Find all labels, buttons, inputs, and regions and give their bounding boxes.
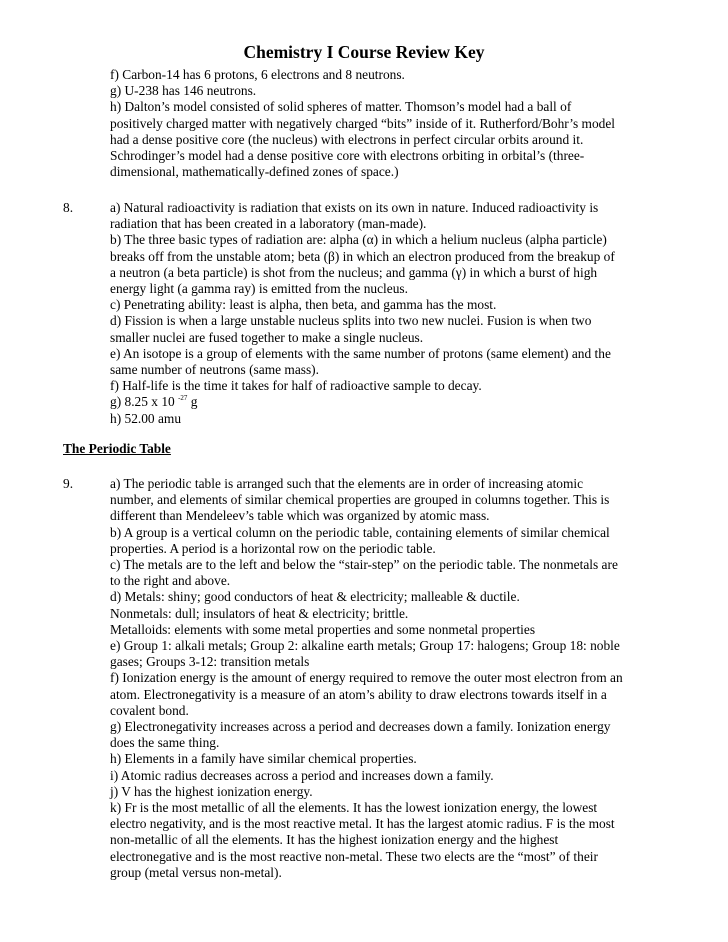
answer-line: e) An isotope is a group of elements with the same number of protons (same element) and the (110, 345, 611, 361)
answer-line: radiation that has been created in a laboratory (man-made). (110, 216, 427, 232)
answer-line: Metalloids: elements with some metal properties and some nonmetal properties (110, 621, 536, 637)
answer-line: same number of neutrons (same mass). (110, 362, 319, 378)
answer-line: positively charged matter with negatively charged “bits” inside of it. Rutherford/Bohr’s model (110, 115, 616, 131)
answer-line: group (metal versus non-metal). (110, 864, 282, 880)
answer-block-continued (110, 67, 670, 180)
answer-line: b) A group is a vertical column on the periodic table, containing elements of similar chemical (110, 524, 610, 540)
answer-line: atom. Electronegativity is a measure of an atom’s ability to draw electrons towards itself in a (110, 686, 607, 702)
g-exponent: -27 (178, 394, 188, 403)
answer-line: energy light (a gamma ray) is emitted from the nucleus. (110, 281, 408, 297)
answer-line: e) Group 1: alkali metals; Group 2: alkaline earth metals; Group 17: halogens; Group 18: noble (110, 638, 620, 654)
question-number-9: 9. (63, 476, 74, 491)
answer-line: f) Half-life is the time it takes for half of radioactive sample to decay. (110, 378, 482, 394)
answer-line: non-metallic of all the elements. It has the highest ionization energy and the highest (110, 832, 559, 848)
answer-block-9 (110, 476, 670, 881)
answer-line: does the same thing. (110, 735, 220, 751)
answer-line: had a dense positive core (the nucleus) with electrons in perfect circular orbits around it. (110, 131, 584, 147)
answer-line: different than Mendeleev’s table which was organized by atomic mass. (110, 508, 490, 524)
answer-line: h) 52.00 amu (110, 410, 182, 426)
answer-line: i) Atomic radius decreases across a period and increases down a family. (110, 767, 494, 783)
answer-line: Nonmetals: dull; insulators of heat & electricity; brittle. (110, 605, 409, 621)
answer-line: a neutron (a beta particle) is shot from the nucleus; and gamma (γ) in which a burst of high (110, 264, 598, 280)
answer-line: c) The metals are to the left and below the “stair-step” on the periodic table. The nonmetals are (110, 557, 618, 573)
answer-line: properties. A period is a horizontal row on the periodic table. (110, 540, 436, 556)
answer-line: number, and elements of similar chemical properties are grouped in columns together. This is (110, 492, 610, 508)
answer-line: c) Penetrating ability: least is alpha, then beta, and gamma has the most. (110, 297, 497, 313)
answer-line: electro negativity, and is the most reactive metal. It has the largest atomic radius. F is the most (110, 816, 615, 832)
g-unit: g (190, 394, 198, 410)
answer-line: f) Ionization energy is the amount of energy required to remove the outer most electron from an (110, 670, 623, 686)
answer-line: k) Fr is the most metallic of all the elements. It has the lowest ionization energy, the lowest (110, 800, 598, 816)
answer-line: smaller nuclei are fused together to make a single nucleus. (110, 329, 424, 345)
answer-line: dimensional, mathematically-defined zones of space.) (110, 164, 399, 180)
g-prefix: g) 8.25 x 10 (110, 394, 175, 410)
answer-line: gases; Groups 3-12: transition metals (110, 654, 310, 670)
answer-line: f) Carbon-14 has 6 protons, 6 electrons and 8 neutrons. (110, 67, 405, 82)
answer-line: g) U-238 has 146 neutrons. (110, 83, 257, 99)
answer-line: a) The periodic table is arranged such that the elements are in order of increasing atomic (110, 476, 584, 491)
answer-line: to the right and above. (110, 573, 231, 589)
answer-line: d) Metals: shiny; good conductors of heat & electricity; malleable & ductile. (110, 589, 520, 605)
answer-line: d) Fission is when a large unstable nucleus splits into two new nuclei. Fusion is when two (110, 313, 592, 329)
answer-line: h) Elements in a family have similar chemical properties. (110, 751, 417, 767)
answer-line: h) Dalton’s model consisted of solid spheres of matter. Thomson’s model had a ball of (110, 99, 572, 115)
question-number-8: 8. (63, 200, 74, 215)
answer-line: covalent bond. (110, 702, 189, 718)
answer-line: electronegative and is the most reactive non-metal. These two elects are the “most” of their (110, 848, 598, 864)
answer-line: b) The three basic types of radiation are: alpha (α) in which a helium nucleus (alpha particle) (110, 232, 607, 248)
document-title: Chemistry I Course Review Key (243, 42, 485, 62)
answer-line: j) V has the highest ionization energy. (110, 783, 313, 799)
section-heading: The Periodic Table (63, 441, 171, 456)
answer-line: Schrodinger’s model had a dense positive core with electrons orbiting in orbital’s (three- (110, 148, 585, 164)
answer-line: a) Natural radioactivity is radiation that exists on its own in nature. Induced radioactivity is (110, 200, 599, 215)
answer-block-8 (110, 200, 670, 427)
answer-line: g) Electronegativity increases across a period and decreases down a family. Ionization energy (110, 719, 611, 735)
answer-line: breaks off from the unstable atom; beta (β) in which an electron produced from the breakup of (110, 248, 615, 264)
answer-line-g (110, 394, 670, 410)
